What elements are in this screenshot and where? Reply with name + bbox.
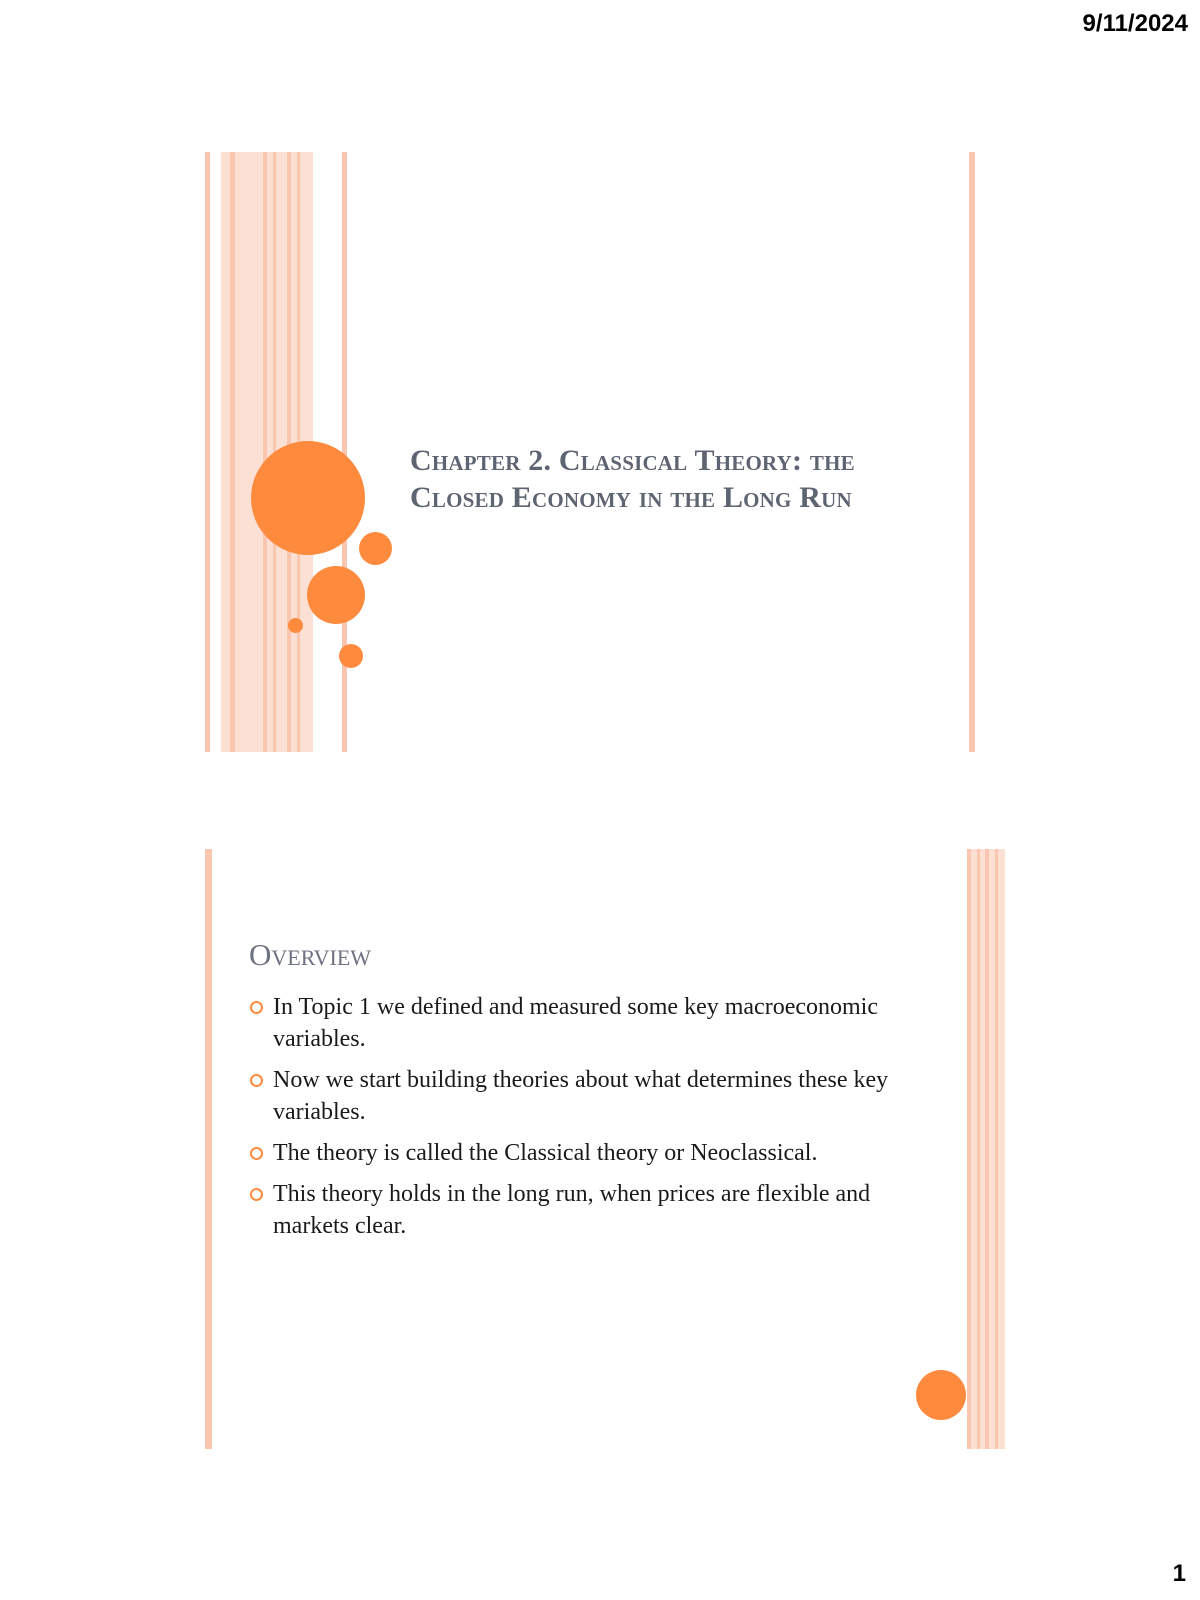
decorative-circle [307, 566, 365, 624]
stripe [977, 849, 980, 1449]
bullet-circle-icon [250, 1001, 263, 1014]
bullet-item [249, 1137, 909, 1169]
decorative-circle [916, 1370, 966, 1420]
slide-overview [205, 849, 1005, 1449]
page-date: 9/11/2024 [1082, 10, 1188, 37]
bullet-text: The theory is called the Classical theory or Neoclassical. [273, 1140, 818, 1166]
decorative-circle-large [251, 441, 365, 555]
bullet-item [249, 1178, 909, 1242]
bullet-item [249, 1064, 909, 1128]
slide-heading: Overview [249, 937, 372, 972]
stripe [967, 849, 971, 1449]
stripe [995, 849, 998, 1449]
bullet-circle-icon [250, 1188, 263, 1201]
page-number: 1 [1172, 1560, 1186, 1587]
slide-title-text: Chapter 2. Classical Theory: the Closed Economy in the Long Run [410, 444, 855, 514]
stripe [205, 152, 210, 752]
stripe [969, 152, 975, 752]
bullet-text: This theory holds in the long run, when prices are flexible and markets clear. [273, 1181, 871, 1239]
decorative-circle [359, 532, 392, 565]
stripe [263, 152, 267, 752]
slide-title [205, 152, 1005, 752]
stripe [205, 849, 212, 1449]
decorative-circle [339, 644, 363, 668]
bullet-text: In Topic 1 we defined and measured some key macroeconomic variables. [273, 994, 878, 1052]
stripe [985, 849, 989, 1449]
bullet-item [249, 991, 909, 1055]
decorative-circle-small [288, 618, 303, 633]
bullet-list [249, 991, 909, 1251]
bullet-circle-icon [250, 1074, 263, 1087]
bullet-circle-icon [250, 1147, 263, 1160]
stripe [230, 152, 235, 752]
bullet-text: Now we start building theories about what determines these key variables. [273, 1067, 889, 1125]
